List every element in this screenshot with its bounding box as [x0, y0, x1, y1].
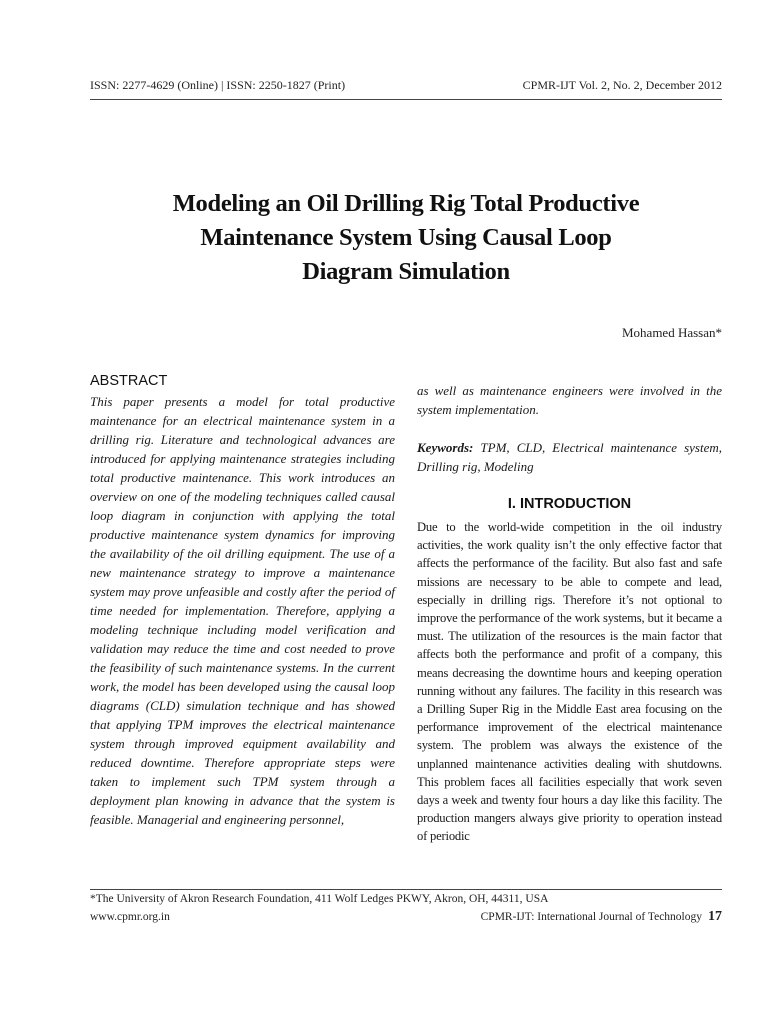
- introduction-heading: I. INTRODUCTION: [507, 496, 632, 512]
- author-name: Mohamed Hassan*: [621, 325, 722, 340]
- title-line-3: Diagram Simulation: [302, 258, 510, 285]
- title-line-1: Modeling an Oil Drilling Rig Total Productive: [172, 190, 640, 217]
- abstract-body: This paper presents a model for total productive maintenance for an electrical maintenance system in a drilling rig. Literature and technological advances are introduced for applying maintenance strategies including total productive maintenance. This work introduces an overview on one of the modeling techniques called causal loop diagram in conjunction with applying the total productive maintenance system dynamics for improving the availability of the oil drilling equipment. The use of a new maintenance strategy to improve a maintenance system may prove unfeasible and costly after the period of time needed for implementation. Therefore, applying a modeling technique including model verification and validation may reduce the time and cost needed to prove the feasibility of such maintenance systems. In the current work, the model has been developed using the causal loop diagrams (CLD) simulation technique and has showed that applying TPM improves the electrical maintenance system through improved equipment availability and reduced downtime. Therefore appropriate steps were taken to implement such TPM system through a deployment plan knowing in advance that the system is feasible. Managerial and engineering personnel,: [90, 394, 395, 827]
- journal-issue-text: CPMR-IJT Vol. 2, No. 2, December 2012: [522, 78, 722, 92]
- affiliation-footnote: *The University of Akron Research Foundation, 411 Wolf Ledges PKWY, Akron, OH, 44311, USA: [90, 893, 549, 905]
- keywords-label: Keywords:: [417, 440, 474, 455]
- running-header: [90, 78, 722, 93]
- keywords: [417, 438, 722, 476]
- journal-footer: [481, 909, 722, 925]
- website-link[interactable]: www.cpmr.org.in: [90, 911, 170, 923]
- page-number: 17: [708, 909, 722, 924]
- header-divider: [90, 99, 722, 100]
- paper-title: [90, 187, 722, 289]
- left-column: [90, 373, 395, 829]
- issn-text: ISSN: 2277-4629 (Online) | ISSN: 2250-1827 (Print): [90, 78, 346, 92]
- keywords-text: TPM, CLD, Electrical maintenance system, Drilling rig, Modeling: [417, 440, 722, 474]
- abstract-heading: ABSTRACT: [90, 373, 168, 389]
- right-column: [417, 381, 722, 846]
- introduction-body: Due to the world-wide competition in the oil industry activities, the work quality isn’t the only effective factor that affects the performance of the facility. But also fast and safe missions are necessary to be able to compete and lead, especially in drilling rigs. Therefore it’s not optional to improve the performance of the work systems, but it became a must. The utilization of the resources is the main factor that affects both the performance and profit of a company, this means decreasing the downtime hours and keeping operation running without any failures. The facility in this research was a Drilling Super Rig in the Middle East area focusing on the performance improvement of the electrical maintenance system. The problem was always the existence of the unplanned maintenance activities dealing with shutdowns. This problem faces all facilities especially that work seven days a week and twenty four hours a day like this facility. The production mangers always give priority to operation instead of periodic: [417, 520, 722, 844]
- footer-divider: [90, 889, 722, 890]
- journal-name: CPMR-IJT: International Journal of Technology: [480, 911, 702, 923]
- page-footer: [90, 909, 722, 925]
- abstract-continuation: as well as maintenance engineers were involved in the system implementation.: [417, 383, 722, 417]
- title-line-2: Maintenance System Using Causal Loop: [200, 224, 612, 251]
